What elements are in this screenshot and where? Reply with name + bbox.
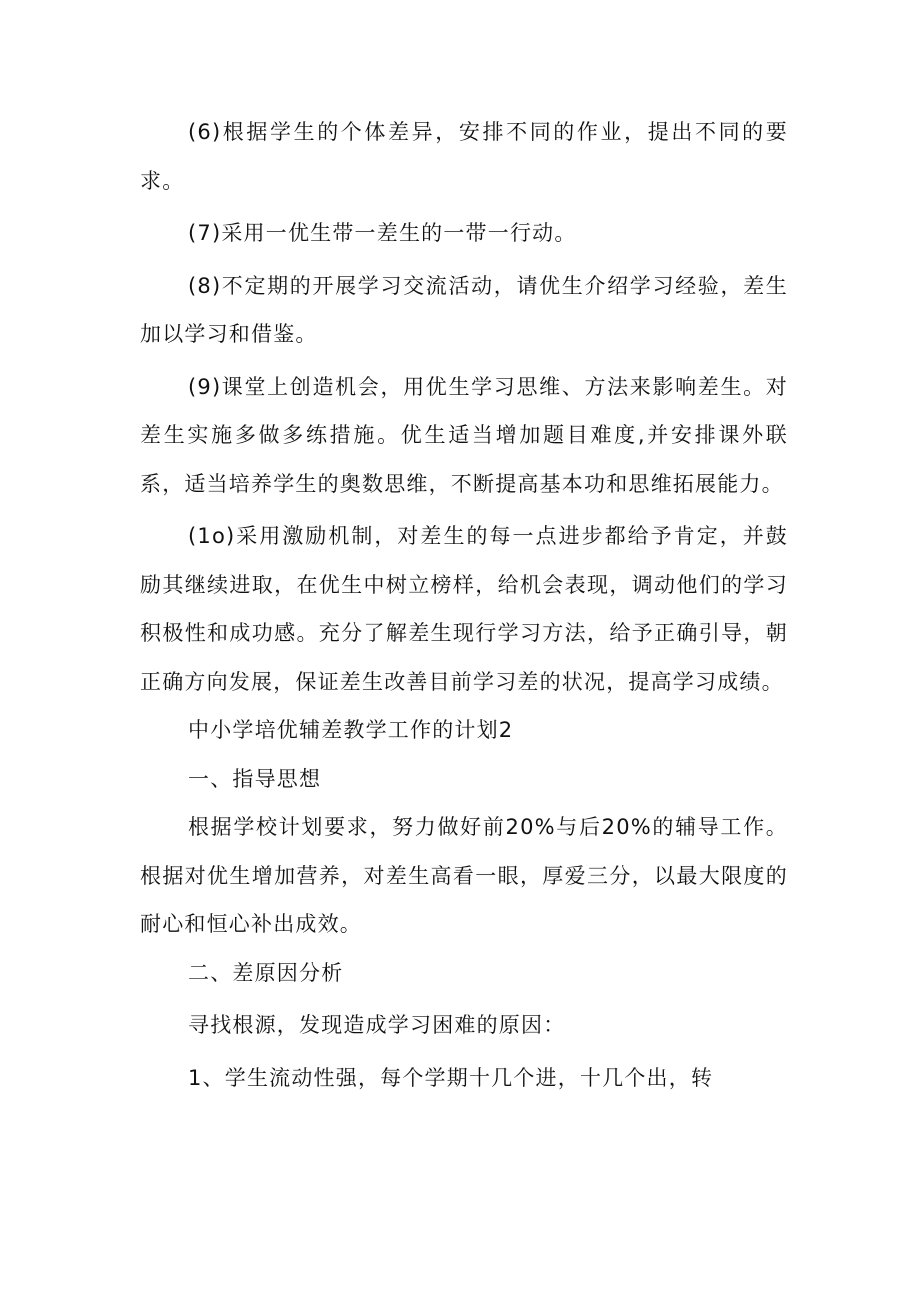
paragraph-10: (1o)采用激励机制，对差生的每一点进步都给予肯定，并鼓励其继续进取，在优生中树立榜样，给机会表现，调动他们的学习积极性和成功感。充分了解差生现行学习方法，给予正确引导，朝正确方向发展，保证差生改善目前学习差的状况，提高学习成绩。 xyxy=(140,524,788,694)
paragraph-7: (7)采用一优生带一差生的一带一行动。 xyxy=(188,221,577,245)
paragraph-8: (8)不定期的开展学习交流活动，请优生介绍学习经验，差生加以学习和借鉴。 xyxy=(140,273,788,346)
paragraph-6: (6)根据学生的个体差异，安排不同的作业，提出不同的要求。 xyxy=(140,120,788,193)
section-2-item-1: 1、学生流动性强，每个学期十几个进，十几个出，转 xyxy=(188,1065,714,1090)
section-1-heading: 一、指导思想 xyxy=(188,766,322,791)
section-2-heading: 二、差原因分析 xyxy=(188,960,344,985)
plan-title: 中小学培优辅差教学工作的计划2 xyxy=(188,718,514,742)
section-2-intro: 寻找根源，发现造成学习困难的原因： xyxy=(188,1013,566,1037)
document-body xyxy=(140,108,788,1102)
section-1-body: 根据学校计划要求，努力做好前20%与后20%的辅导工作。根据对优生增加营养，对差生高看一眼，厚爱三分，以最大限度的耐心和恒心补出成效。 xyxy=(140,815,788,936)
paragraph-9: (9)课堂上创造机会，用优生学习思维、方法来影响差生。对差生实施多做多练措施。优生适当增加题目难度,并安排课外联系，适当培养学生的奥数思维，不断提高基本功和思维拓展能力。 xyxy=(140,374,788,496)
